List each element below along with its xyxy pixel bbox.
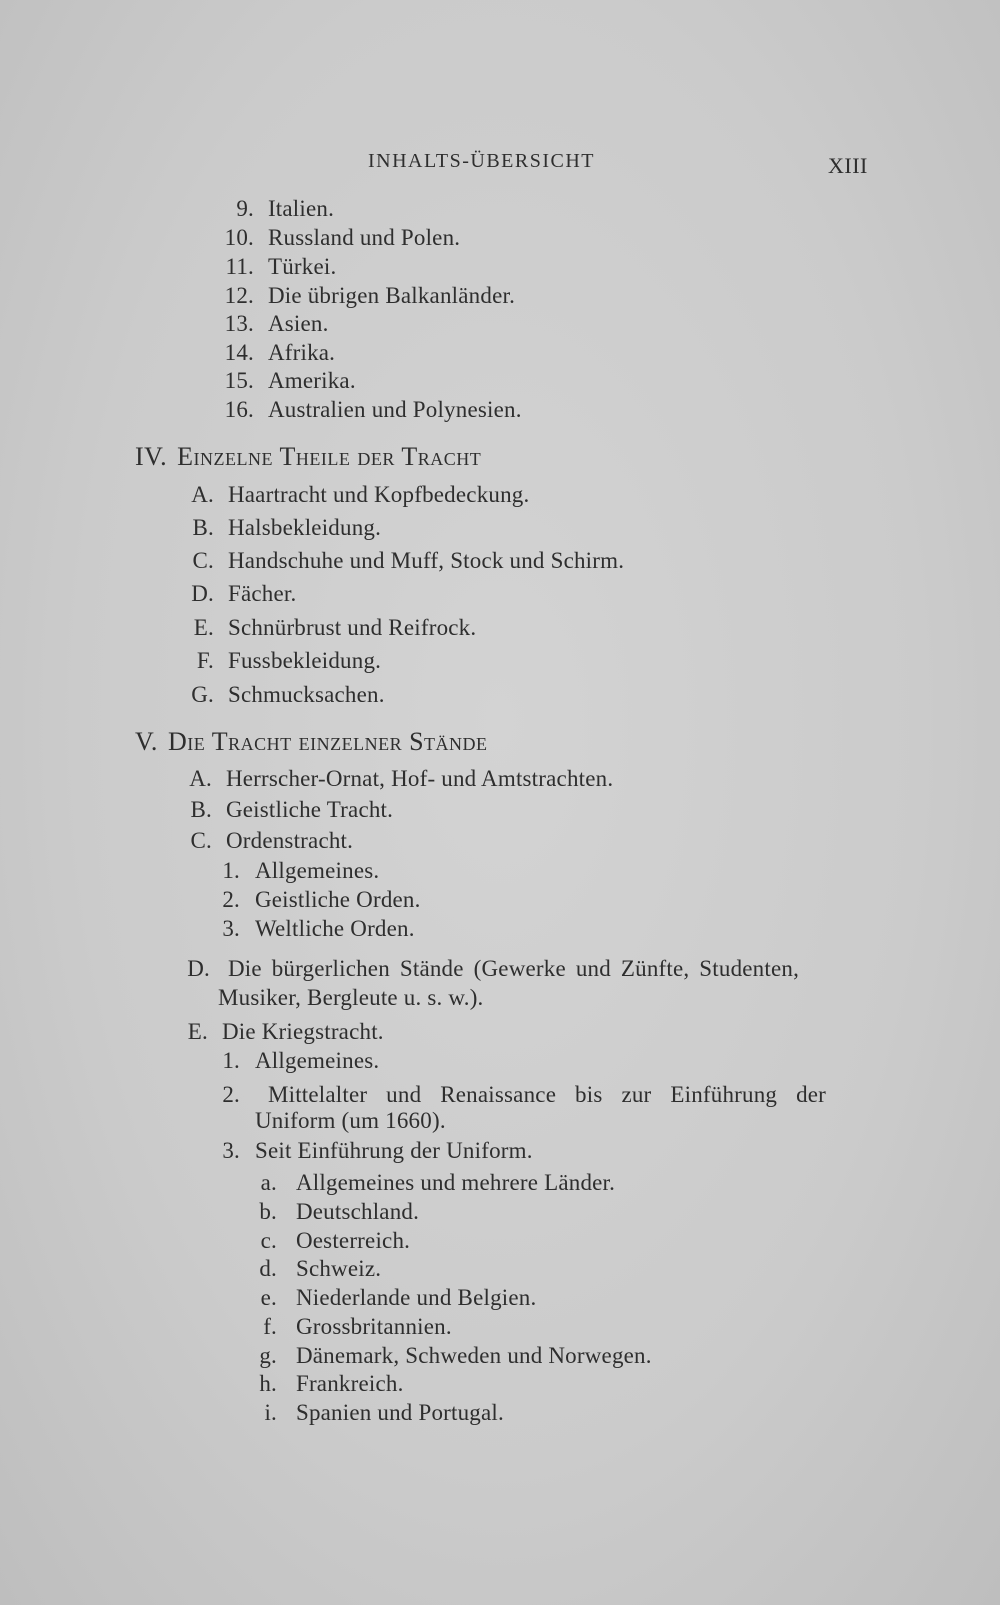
- item-text: Allgemeines.: [254, 1048, 380, 1073]
- item-marker: i.: [264, 1400, 277, 1425]
- item-marker: 3.: [222, 1138, 240, 1163]
- item-marker: D.: [187, 956, 210, 981]
- page-number: XIII: [828, 153, 868, 178]
- list-item: [255, 1170, 615, 1196]
- list-item: [255, 1285, 536, 1311]
- section-number: IV.: [135, 442, 168, 471]
- item-marker: 1.: [222, 858, 240, 883]
- item-marker: 1.: [222, 1048, 240, 1073]
- item-marker: h.: [259, 1371, 277, 1396]
- item-text: Australien und Polynesien.: [267, 397, 522, 422]
- item-text: Schmucksachen.: [227, 682, 385, 707]
- list-item: [218, 311, 329, 337]
- list-item: [218, 340, 335, 366]
- list-item: [255, 1400, 504, 1426]
- list-item: [218, 397, 522, 423]
- item-text: Russland und Polen.: [267, 225, 461, 250]
- item-text: Allgemeines.: [254, 858, 380, 883]
- section-title: Einzelne Theile der Tracht: [177, 442, 482, 471]
- item-marker: 16.: [224, 397, 254, 422]
- item-marker: G.: [191, 682, 214, 707]
- item-marker: B.: [190, 797, 212, 822]
- list-item: [220, 1082, 826, 1108]
- item-text: Schweiz.: [295, 1256, 382, 1281]
- list-item: [220, 1048, 379, 1074]
- item-text: Spanien und Portugal.: [295, 1400, 504, 1425]
- list-item: [188, 797, 393, 823]
- item-text: Amerika.: [267, 368, 356, 393]
- item-text: Die bürgerlichen Stände (Gewerke und Zünfte, Studenten,: [227, 956, 800, 981]
- item-marker: 14.: [224, 340, 254, 365]
- item-marker: g.: [259, 1343, 277, 1368]
- list-item: [255, 1199, 419, 1225]
- item-marker: 15.: [224, 368, 254, 393]
- list-item: [186, 956, 799, 982]
- item-text: Dänemark, Schweden und Norwegen.: [295, 1343, 652, 1368]
- list-item: [218, 254, 336, 280]
- list-item: [218, 225, 460, 251]
- list-item: [218, 196, 334, 222]
- item-marker: 2.: [222, 887, 240, 912]
- item-marker: f.: [263, 1314, 277, 1339]
- item-marker: a.: [260, 1170, 277, 1195]
- item-marker: d.: [259, 1256, 277, 1281]
- list-item: [220, 916, 415, 942]
- item-text: Fussbekleidung.: [227, 648, 382, 673]
- item-text: Deutschland.: [295, 1199, 420, 1224]
- item-text: Schnürbrust und Reifrock.: [227, 615, 477, 640]
- item-text: Niederlande und Belgien.: [295, 1285, 537, 1310]
- item-marker: A.: [189, 766, 212, 791]
- item-marker: c.: [260, 1228, 277, 1253]
- list-item: [255, 1314, 452, 1340]
- list-item: [220, 887, 421, 913]
- section-heading-iv: [135, 442, 481, 472]
- item-text: Weltliche Orden.: [254, 916, 415, 941]
- item-marker: 11.: [225, 254, 254, 279]
- list-item: [220, 858, 379, 884]
- item-marker: 9.: [236, 196, 254, 221]
- list-item: [190, 482, 529, 508]
- item-text: Geistliche Orden.: [254, 887, 421, 912]
- item-text: Grossbritannien.: [295, 1314, 452, 1339]
- item-text: Haartracht und Kopfbedeckung.: [227, 482, 530, 507]
- item-text: Seit Einführung der Uniform.: [254, 1138, 533, 1163]
- item-marker: F.: [196, 648, 214, 673]
- list-item: [190, 615, 476, 641]
- item-marker: 3.: [222, 916, 240, 941]
- item-marker: 12.: [224, 283, 254, 308]
- list-item: [255, 1256, 381, 1282]
- item-text: Türkei.: [267, 254, 337, 279]
- item-text: Italien.: [267, 196, 335, 221]
- list-item: [188, 766, 613, 792]
- item-marker: 2.: [222, 1082, 240, 1107]
- section-title: Die Tracht einzelner Stände: [167, 727, 488, 756]
- item-text: Fächer.: [227, 581, 297, 606]
- list-item: [190, 548, 624, 574]
- item-text: Oesterreich.: [295, 1228, 411, 1253]
- list-item: [218, 283, 515, 309]
- list-item: [190, 682, 385, 708]
- list-item: [190, 515, 381, 541]
- item-marker: b.: [259, 1199, 277, 1224]
- list-item-continuation: Uniform (um 1660).: [255, 1108, 446, 1133]
- item-marker: 13.: [224, 311, 254, 336]
- item-marker: D.: [191, 581, 214, 606]
- item-marker: E.: [193, 615, 214, 640]
- item-marker: E.: [187, 1019, 208, 1044]
- item-marker: 10.: [224, 225, 254, 250]
- list-item: [188, 828, 353, 854]
- item-marker: A.: [191, 482, 214, 507]
- list-item: [255, 1343, 652, 1369]
- list-item: [255, 1228, 410, 1254]
- list-item: [184, 1019, 384, 1045]
- list-item: [190, 581, 296, 607]
- item-text: Geistliche Tracht.: [225, 797, 394, 822]
- list-item: [220, 1138, 533, 1164]
- item-text: Herrscher-Ornat, Hof- und Amtstrachten.: [225, 766, 614, 791]
- list-item-continuation: Musiker, Bergleute u. s. w.).: [218, 985, 484, 1010]
- item-text: Halsbekleidung.: [227, 515, 382, 540]
- item-marker: C.: [190, 828, 212, 853]
- item-marker: C.: [192, 548, 214, 573]
- list-item: [255, 1371, 404, 1397]
- running-title: INHALTS-ÜBERSICHT: [368, 150, 595, 172]
- item-text: Asien.: [267, 311, 329, 336]
- item-text: Frankreich.: [295, 1371, 404, 1396]
- item-text: Ordenstracht.: [225, 828, 354, 853]
- item-text: Allgemeines und mehrere Länder.: [295, 1170, 616, 1195]
- list-item: [190, 648, 381, 674]
- item-marker: B.: [192, 515, 214, 540]
- section-number: V.: [135, 727, 158, 756]
- item-text: Handschuhe und Muff, Stock und Schirm.: [227, 548, 625, 573]
- item-text: Die übrigen Balkanländer.: [267, 283, 516, 308]
- list-item: [218, 368, 356, 394]
- section-heading-v: [135, 727, 488, 757]
- item-text: Die Kriegstracht.: [221, 1019, 384, 1044]
- item-marker: e.: [260, 1285, 277, 1310]
- item-text: Mittelalter und Renaissance bis zur Einführung der: [267, 1082, 827, 1107]
- item-text: Afrika.: [267, 340, 336, 365]
